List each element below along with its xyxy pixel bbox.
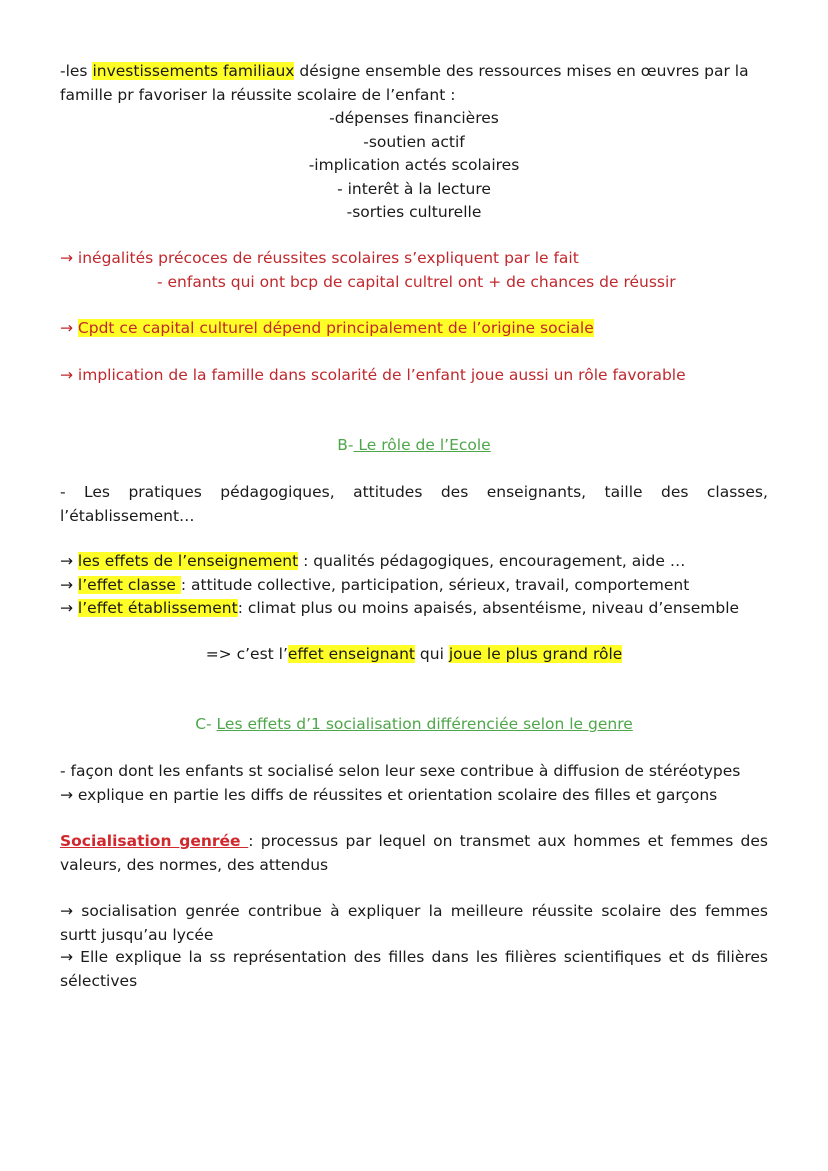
inequality-line2: - enfants qui ont bcp de capital cultrel ont + de chances de réussir	[157, 272, 676, 291]
highlight-capital-culturel: Cpdt ce capital culturel dépend principalement de l’origine sociale	[77, 319, 594, 337]
arrow: →	[60, 575, 78, 594]
effect-description: : climat plus ou moins apaisés, absentéisme, niveau d’ensemble	[237, 599, 740, 617]
word: enseignants,	[486, 483, 587, 501]
heading-c-title: Les effets d’1 socialisation différenciée selon le genre	[216, 715, 633, 733]
practices-line2: l’établissement…	[60, 506, 195, 525]
family-note: → implication de la famille dans scolarité de l’enfant joue aussi un rôle favorable	[60, 366, 686, 384]
word: pratiques	[128, 483, 202, 501]
highlight-effet: les effets de l’enseignement	[77, 552, 299, 570]
highlight-effet-enseignant: effet enseignant	[287, 645, 415, 663]
word: des	[660, 483, 689, 501]
effect-description: : qualités pédagogiques, encouragement, aide …	[298, 552, 686, 570]
highlight-effet: l’effet établissement	[77, 599, 238, 617]
section-heading-c	[0, 713, 828, 737]
effect-item	[60, 574, 768, 598]
word: Les	[84, 483, 111, 501]
effect-item	[60, 550, 768, 574]
intro-paragraph	[60, 60, 768, 107]
list-item: - interêt à la lecture	[337, 179, 491, 198]
word: pédagogiques,	[220, 483, 335, 501]
definition-paragraph	[60, 830, 768, 877]
intro-text: désigne ensemble des ressources mises en œuvres par la	[294, 62, 749, 80]
arrow: →	[60, 599, 78, 617]
resource-list	[0, 107, 828, 225]
practices-line1	[60, 481, 768, 505]
word: des	[440, 483, 469, 501]
inequality-line1: → inégalités précoces de réussites scolaires s’expliquent par le fait	[60, 249, 579, 267]
gender-paragraph	[60, 760, 768, 807]
effect-description: : attitude collective, participation, sérieux, travail, comportement	[180, 575, 690, 594]
conclusion-middle: qui	[415, 645, 449, 663]
effects-list	[60, 550, 768, 621]
heading-c-prefix: C-	[195, 715, 217, 733]
highlight-grand-role: joue le plus grand rôle	[448, 645, 623, 663]
list-item: -soutien actif	[363, 132, 465, 151]
list-item: -dépenses financières	[329, 109, 499, 127]
practices-paragraph	[60, 481, 768, 528]
effect-item	[60, 597, 768, 621]
word: classes,	[706, 483, 768, 501]
word: attitudes	[353, 483, 423, 501]
heading-b-prefix: B-	[337, 436, 354, 454]
term-socialisation-genree: Socialisation genrée	[60, 832, 249, 850]
intro-prefix: -les	[60, 62, 93, 80]
conclusion-prefix: => c’est l’	[205, 645, 288, 663]
heading-b-title: Le rôle de l’Ecole	[353, 436, 491, 454]
conclusion-paragraph-2: → Elle explique la ss représentation des filles dans les filières scientifiques et ds filières sélectives	[60, 948, 768, 990]
capital-note	[60, 317, 768, 341]
highlight-investissements: investissements familiaux	[92, 62, 295, 80]
conclusion-paragraph-1: → socialisation genrée contribue à expliquer la meilleure réussite scolaire des femmes surtt jusqu’au lycée	[60, 902, 768, 944]
inequality-note	[60, 247, 768, 294]
section-heading-b	[0, 434, 828, 458]
arrow: →	[60, 552, 78, 570]
list-item: -sorties culturelle	[346, 203, 482, 221]
word: taille	[604, 483, 643, 501]
highlight-effet: l’effet classe	[77, 575, 181, 594]
word: -	[60, 483, 66, 501]
intro-line2: famille pr favoriser la réussite scolaire de l’enfant :	[60, 85, 456, 104]
gender-line1: - façon dont les enfants st socialisé selon leur sexe contribue à diffusion de stéréotypes	[60, 762, 741, 780]
conclusion-line	[0, 643, 828, 667]
gender-line2: → explique en partie les diffs de réussites et orientation scolaire des filles et garçons	[60, 785, 718, 804]
arrow: →	[60, 319, 78, 337]
list-item: -implication actés scolaires	[308, 156, 520, 174]
definition-text: : processus par lequel on transmet aux hommes et femmes des valeurs, des normes, des attendus	[60, 832, 769, 874]
